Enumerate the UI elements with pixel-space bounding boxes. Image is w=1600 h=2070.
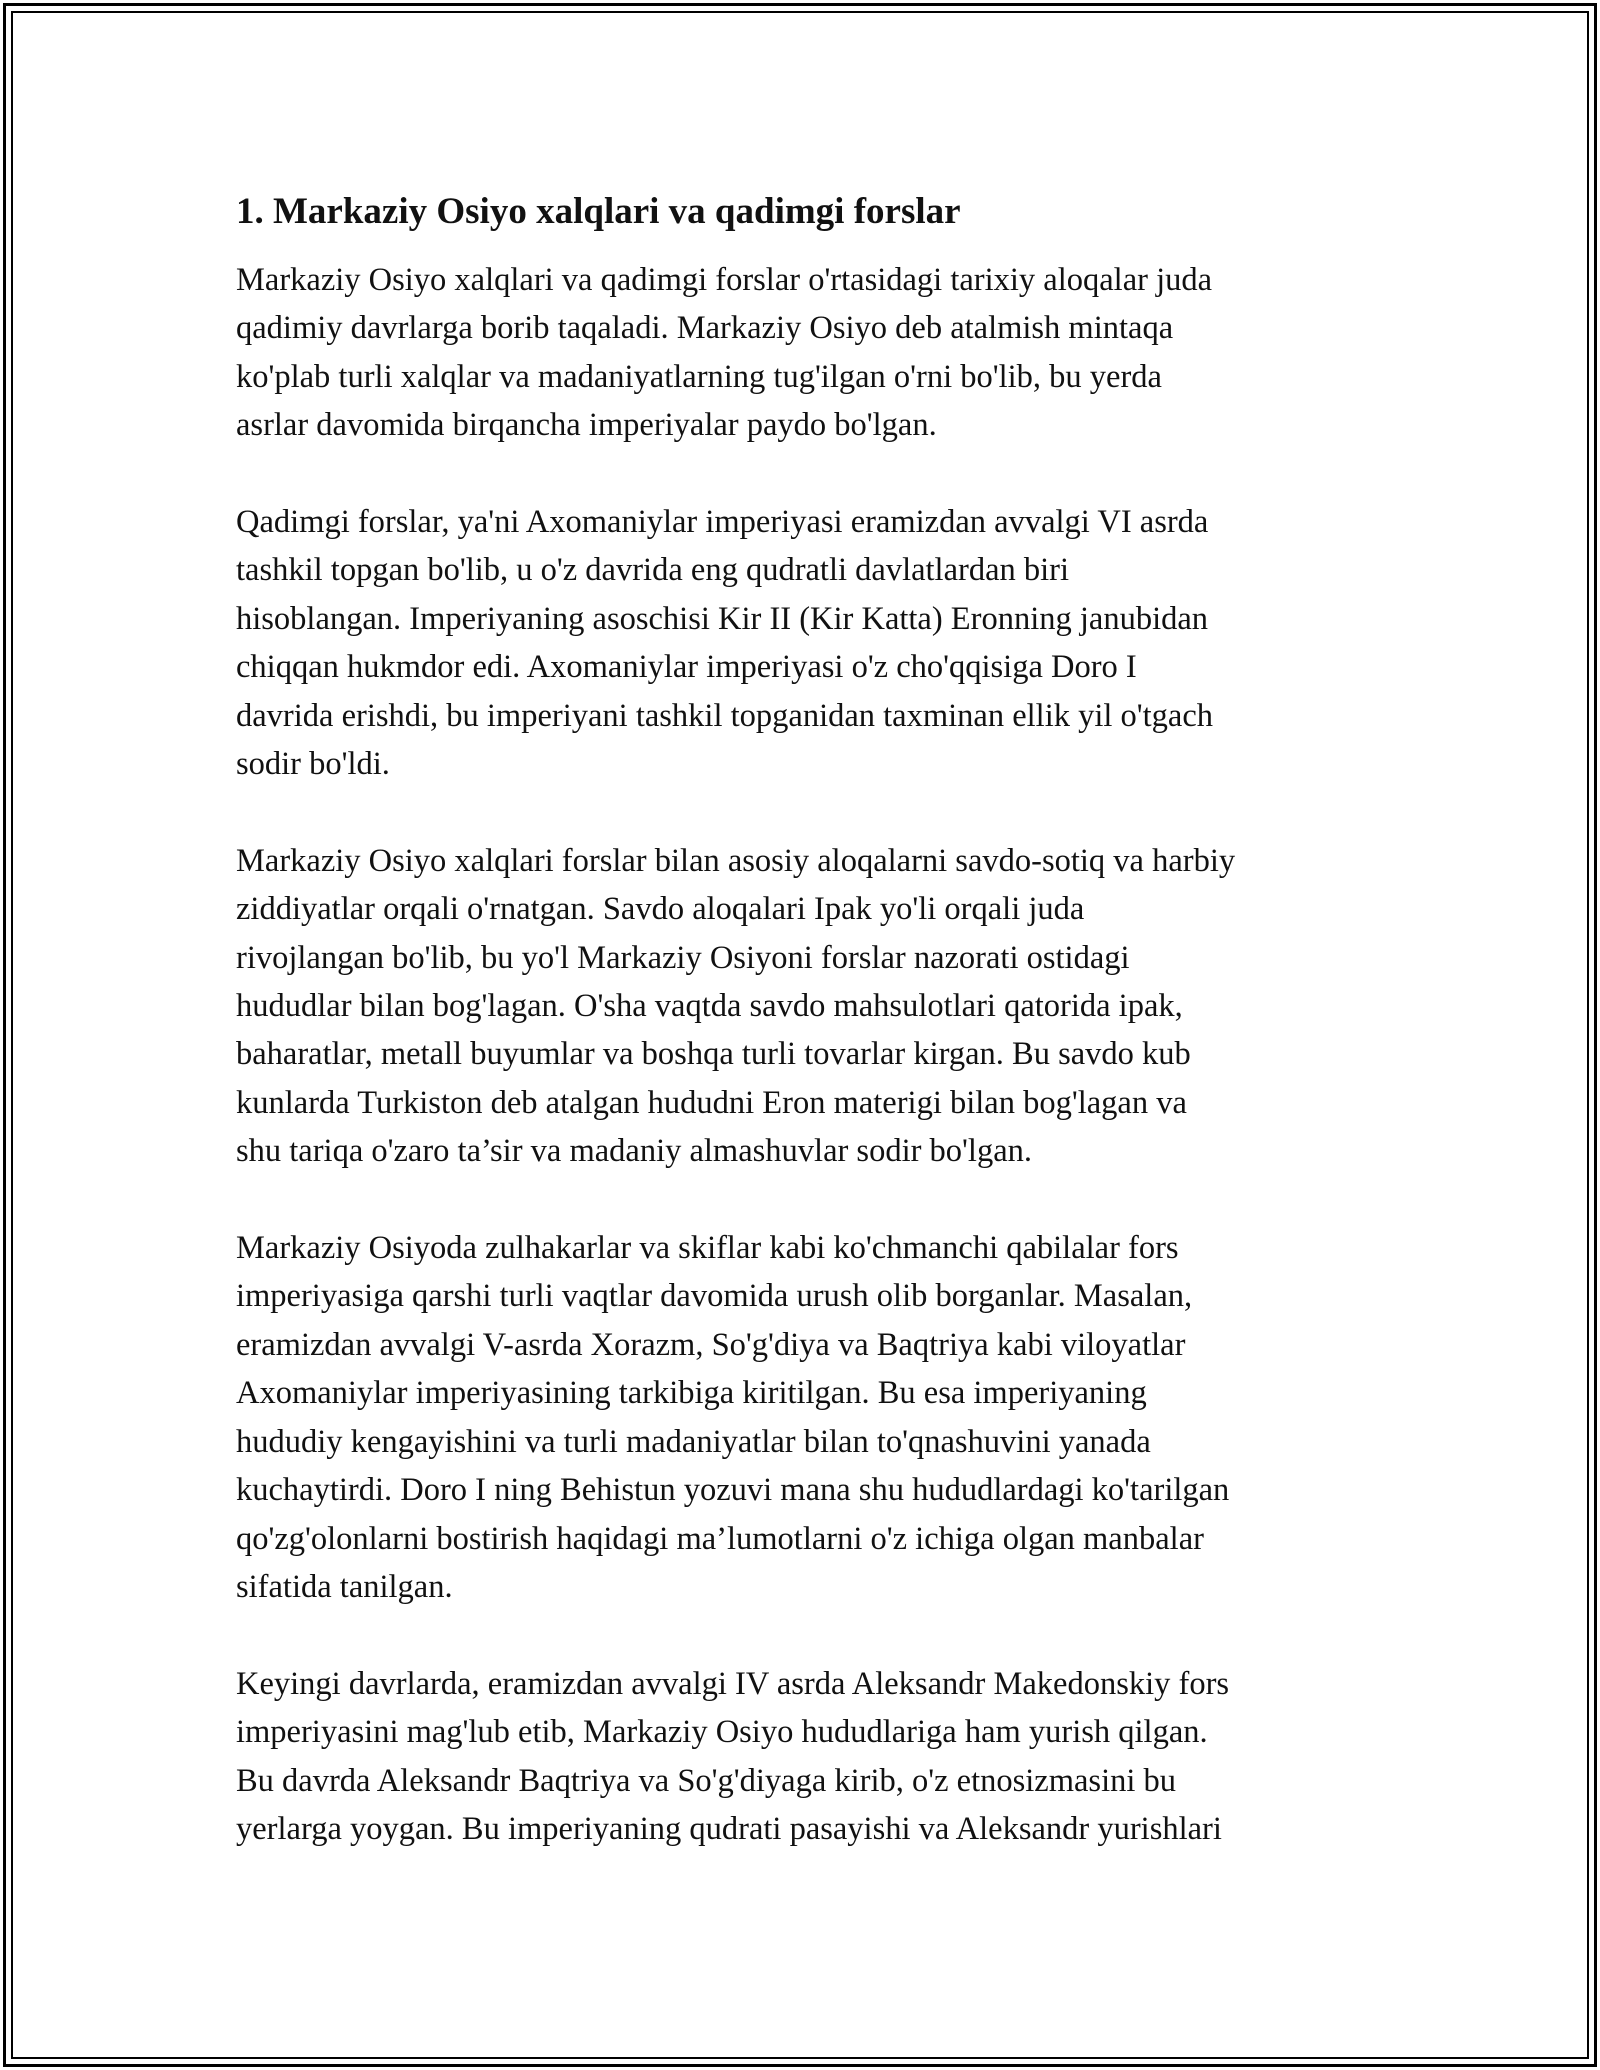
text-line: Bu davrda Aleksandr Baqtriya va So'g'diyaga kirib, o'z etnosizmasini bu xyxy=(236,1762,1177,1799)
text-line: chiqqan hukmdor edi. Axomaniylar imperiyasi o'z cho'qqisiga Doro I xyxy=(236,649,1137,686)
text-line: shu tariqa o'zaro ta’sir va madaniy almashuvlar sodir bo'lgan. xyxy=(236,1133,1032,1170)
text-line: Keyingi davrlarda, eramizdan avvalgi IV asrda Aleksandr Makedonskiy fors xyxy=(236,1665,1230,1702)
paragraph-4 xyxy=(236,1224,1370,1611)
text-line: Markaziy Osiyo xalqlari va qadimgi forslar o'rtasidagi tarixiy aloqalar juda xyxy=(236,262,1213,298)
text-line: imperiyasiga qarshi turli vaqtlar davomida urush olib borganlar. Masalan, xyxy=(236,1278,1193,1315)
text-line: sodir bo'ldi. xyxy=(236,746,390,783)
text-line: Qadimgi forslar, ya'ni Axomaniylar imperiyasi eramizdan avvalgi VI asrda xyxy=(236,504,1209,541)
text-line: Markaziy Osiyoda zulhakarlar va skiflar kabi ko'chmanchi qabilalar fors xyxy=(236,1230,1179,1267)
section-heading: 1. Markaziy Osiyo xalqlari va qadimgi forslar xyxy=(236,191,961,232)
text-line: hisoblangan. Imperiyaning asoschisi Kir II (Kir Katta) Eronning janubidan xyxy=(236,600,1209,637)
document-body xyxy=(236,188,1370,1902)
text-line: qo'zg'olonlarni bostirish haqidagi ma’lumotlarni o'z ichiga olgan manbalar xyxy=(236,1520,1204,1557)
text-line: hududiy kengayishini va turli madaniyatlar bilan to'qnashuvini yanada xyxy=(236,1423,1151,1460)
paragraph-2 xyxy=(236,498,1370,788)
text-line: hududlar bilan bog'lagan. O'sha vaqtda savdo mahsulotlari qatorida ipak, xyxy=(236,988,1183,1025)
text-line: Markaziy Osiyo xalqlari forslar bilan asosiy aloqalarni savdo-sotiq va harbiy xyxy=(236,842,1236,879)
text-line: eramizdan avvalgi V-asrda Xorazm, So'g'diya va Baqtriya kabi viloyatlar xyxy=(236,1326,1186,1363)
text-line: yerlarga yoygan. Bu imperiyaning qudrati pasayishi va Aleksandr yurishlari xyxy=(236,1810,1222,1847)
text-line: rivojlangan bo'lib, bu yo'l Markaziy Osiyoni forslar nazorati ostidagi xyxy=(236,939,1130,976)
text-line: sifatida tanilgan. xyxy=(236,1568,453,1605)
text-line: baharatlar, metall buyumlar va boshqa turli tovarlar kirgan. Bu savdo kub xyxy=(236,1036,1191,1073)
text-line: kuchaytirdi. Doro I ning Behistun yozuvi mana shu hududlardagi ko'tarilgan xyxy=(236,1472,1230,1509)
text-line: ko'plab turli xalqlar va madaniyatlarning tug'ilgan o'rni bo'lib, bu yerda xyxy=(236,358,1162,395)
text-line: qadimiy davrlarga borib taqaladi. Markaziy Osiyo deb atalmish mintaqa xyxy=(236,310,1174,347)
text-line: ziddiyatlar orqali o'rnatgan. Savdo aloqalari Ipak yo'li orqali juda xyxy=(236,891,1085,928)
paragraph-5 xyxy=(236,1660,1370,1854)
text-line: davrida erishdi, bu imperiyani tashkil topganidan taxminan ellik yil o'tgach xyxy=(236,697,1214,734)
paragraph-3 xyxy=(236,837,1370,1176)
text-line: Axomaniylar imperiyasining tarkibiga kiritilgan. Bu esa imperiyaning xyxy=(236,1375,1147,1412)
text-line: imperiyasini mag'lub etib, Markaziy Osiyo hududlariga ham yurish qilgan. xyxy=(236,1714,1208,1751)
paragraph-1 xyxy=(236,256,1370,450)
text-line: asrlar davomida birqancha imperiyalar paydo bo'lgan. xyxy=(236,407,937,444)
text-line: tashkil topgan bo'lib, u o'z davrida eng qudratli davlatlardan biri xyxy=(236,552,1070,589)
text-line: kunlarda Turkiston deb atalgan hududni Eron materigi bilan bog'lagan va xyxy=(236,1084,1187,1121)
